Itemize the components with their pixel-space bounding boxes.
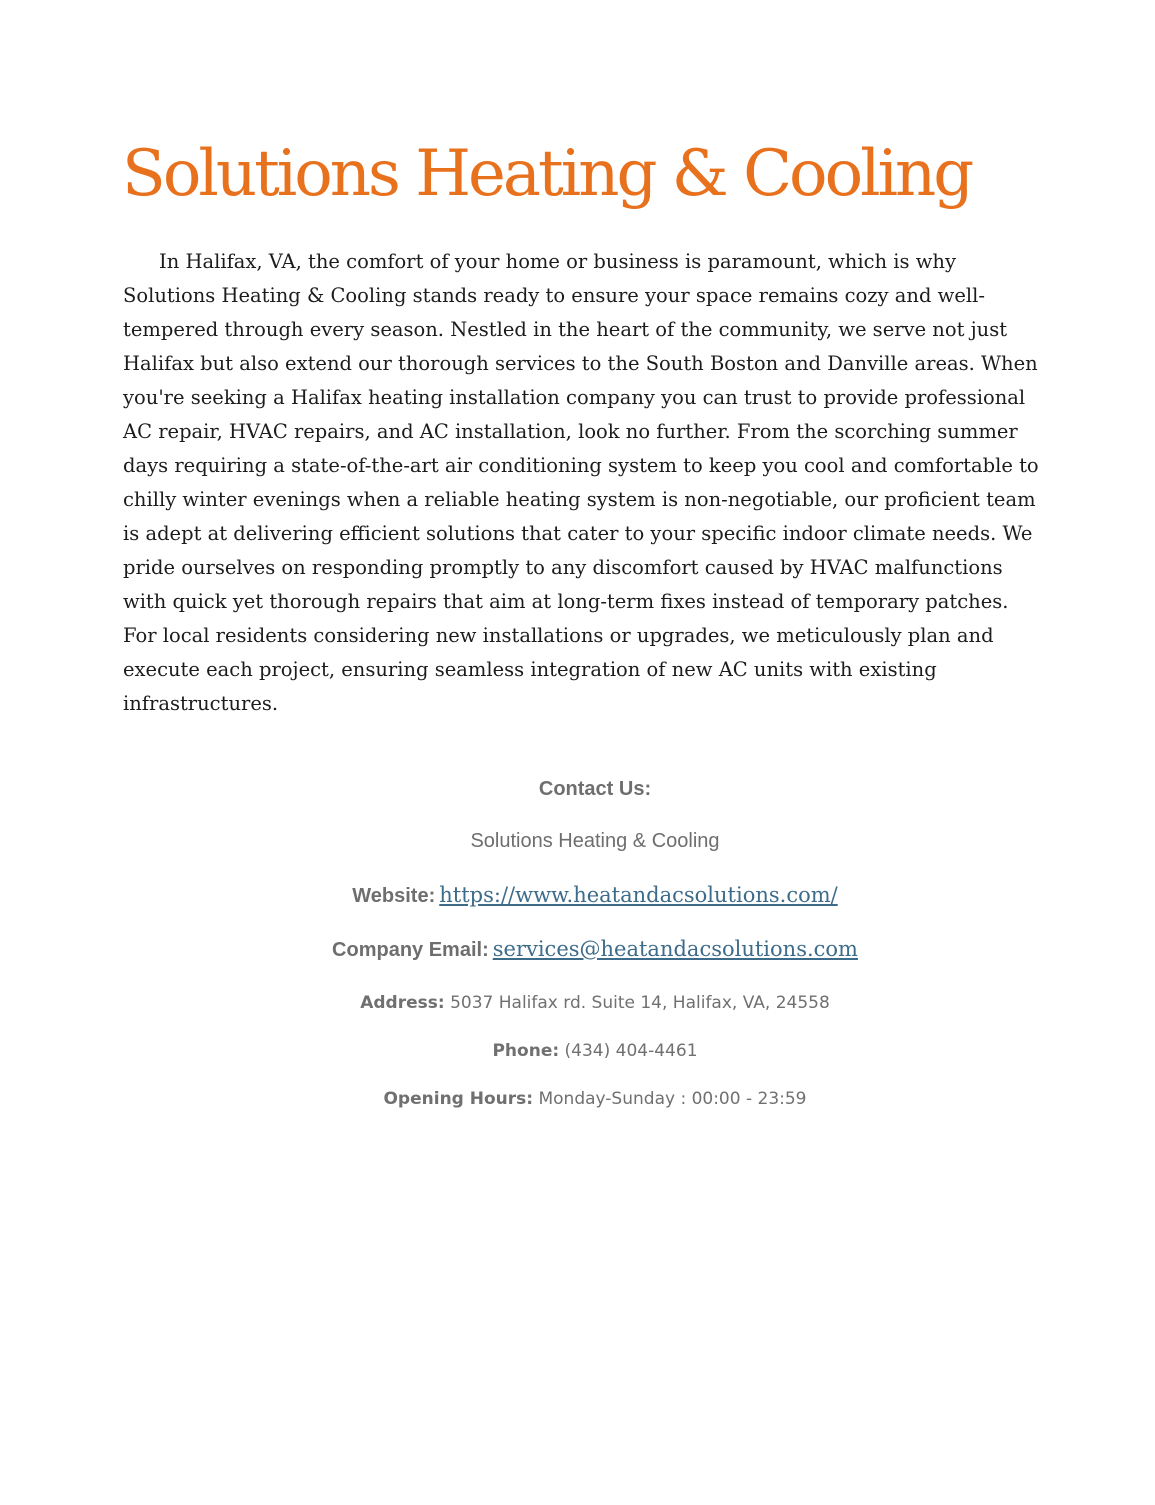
website-link[interactable]: https://www.heatandacsolutions.com/ <box>439 883 838 907</box>
page-title: Solutions Heating & Cooling <box>122 137 972 211</box>
hours-value: Monday-Sunday : 00:00 - 23:59 <box>538 1089 807 1109</box>
phone-label: Phone: <box>492 1041 560 1061</box>
address-value: 5037 Halifax rd. Suite 14, Halifax, VA, 24558 <box>450 993 830 1013</box>
email-row <box>0 930 1155 968</box>
address-label: Address: <box>360 993 445 1013</box>
body-paragraph: In Halifax, VA, the comfort of your home or business is paramount, which is why Solutions Heating & Cooling stands ready to ensure your space remains cozy and well-tempered through every season. Nestled in the heart of the community, we serve not just Halifax but also extend our thorough services to the South Boston and Danville areas. When you're seeking a Halifax heating installation company you can trust to provide professional AC repair, HVAC repairs, and AC installation, look no further. From the scorching summer days requiring a state-of-the-art air conditioning system to keep you cool and comfortable to chilly winter evenings when a reliable heating system is non-negotiable, our proficient team is adept at delivering efficient solutions that cater to your specific indoor climate needs. We pride ourselves on responding promptly to any discomfort caused by HVAC malfunctions with quick yet thorough repairs that aim at long-term fixes instead of temporary patches. For local residents considering new installations or upgrades, we meticulously plan and execute each project, ensuring seamless integration of new AC units with existing infrastructures. <box>123 250 1039 715</box>
contact-company-name: Solutions Heating & Cooling <box>470 830 720 852</box>
hours-label: Opening Hours: <box>383 1089 534 1109</box>
hours-row <box>0 1084 1155 1114</box>
address-row <box>0 988 1155 1018</box>
website-row <box>0 876 1155 914</box>
contact-section <box>0 770 1155 1114</box>
phone-row <box>0 1036 1155 1066</box>
email-link[interactable]: services@heatandacsolutions.com <box>492 937 858 961</box>
contact-heading: Contact Us: <box>538 778 652 800</box>
email-label: Company Email: <box>332 939 489 961</box>
phone-value: (434) 404-4461 <box>564 1041 698 1061</box>
website-label: Website: <box>352 885 436 907</box>
